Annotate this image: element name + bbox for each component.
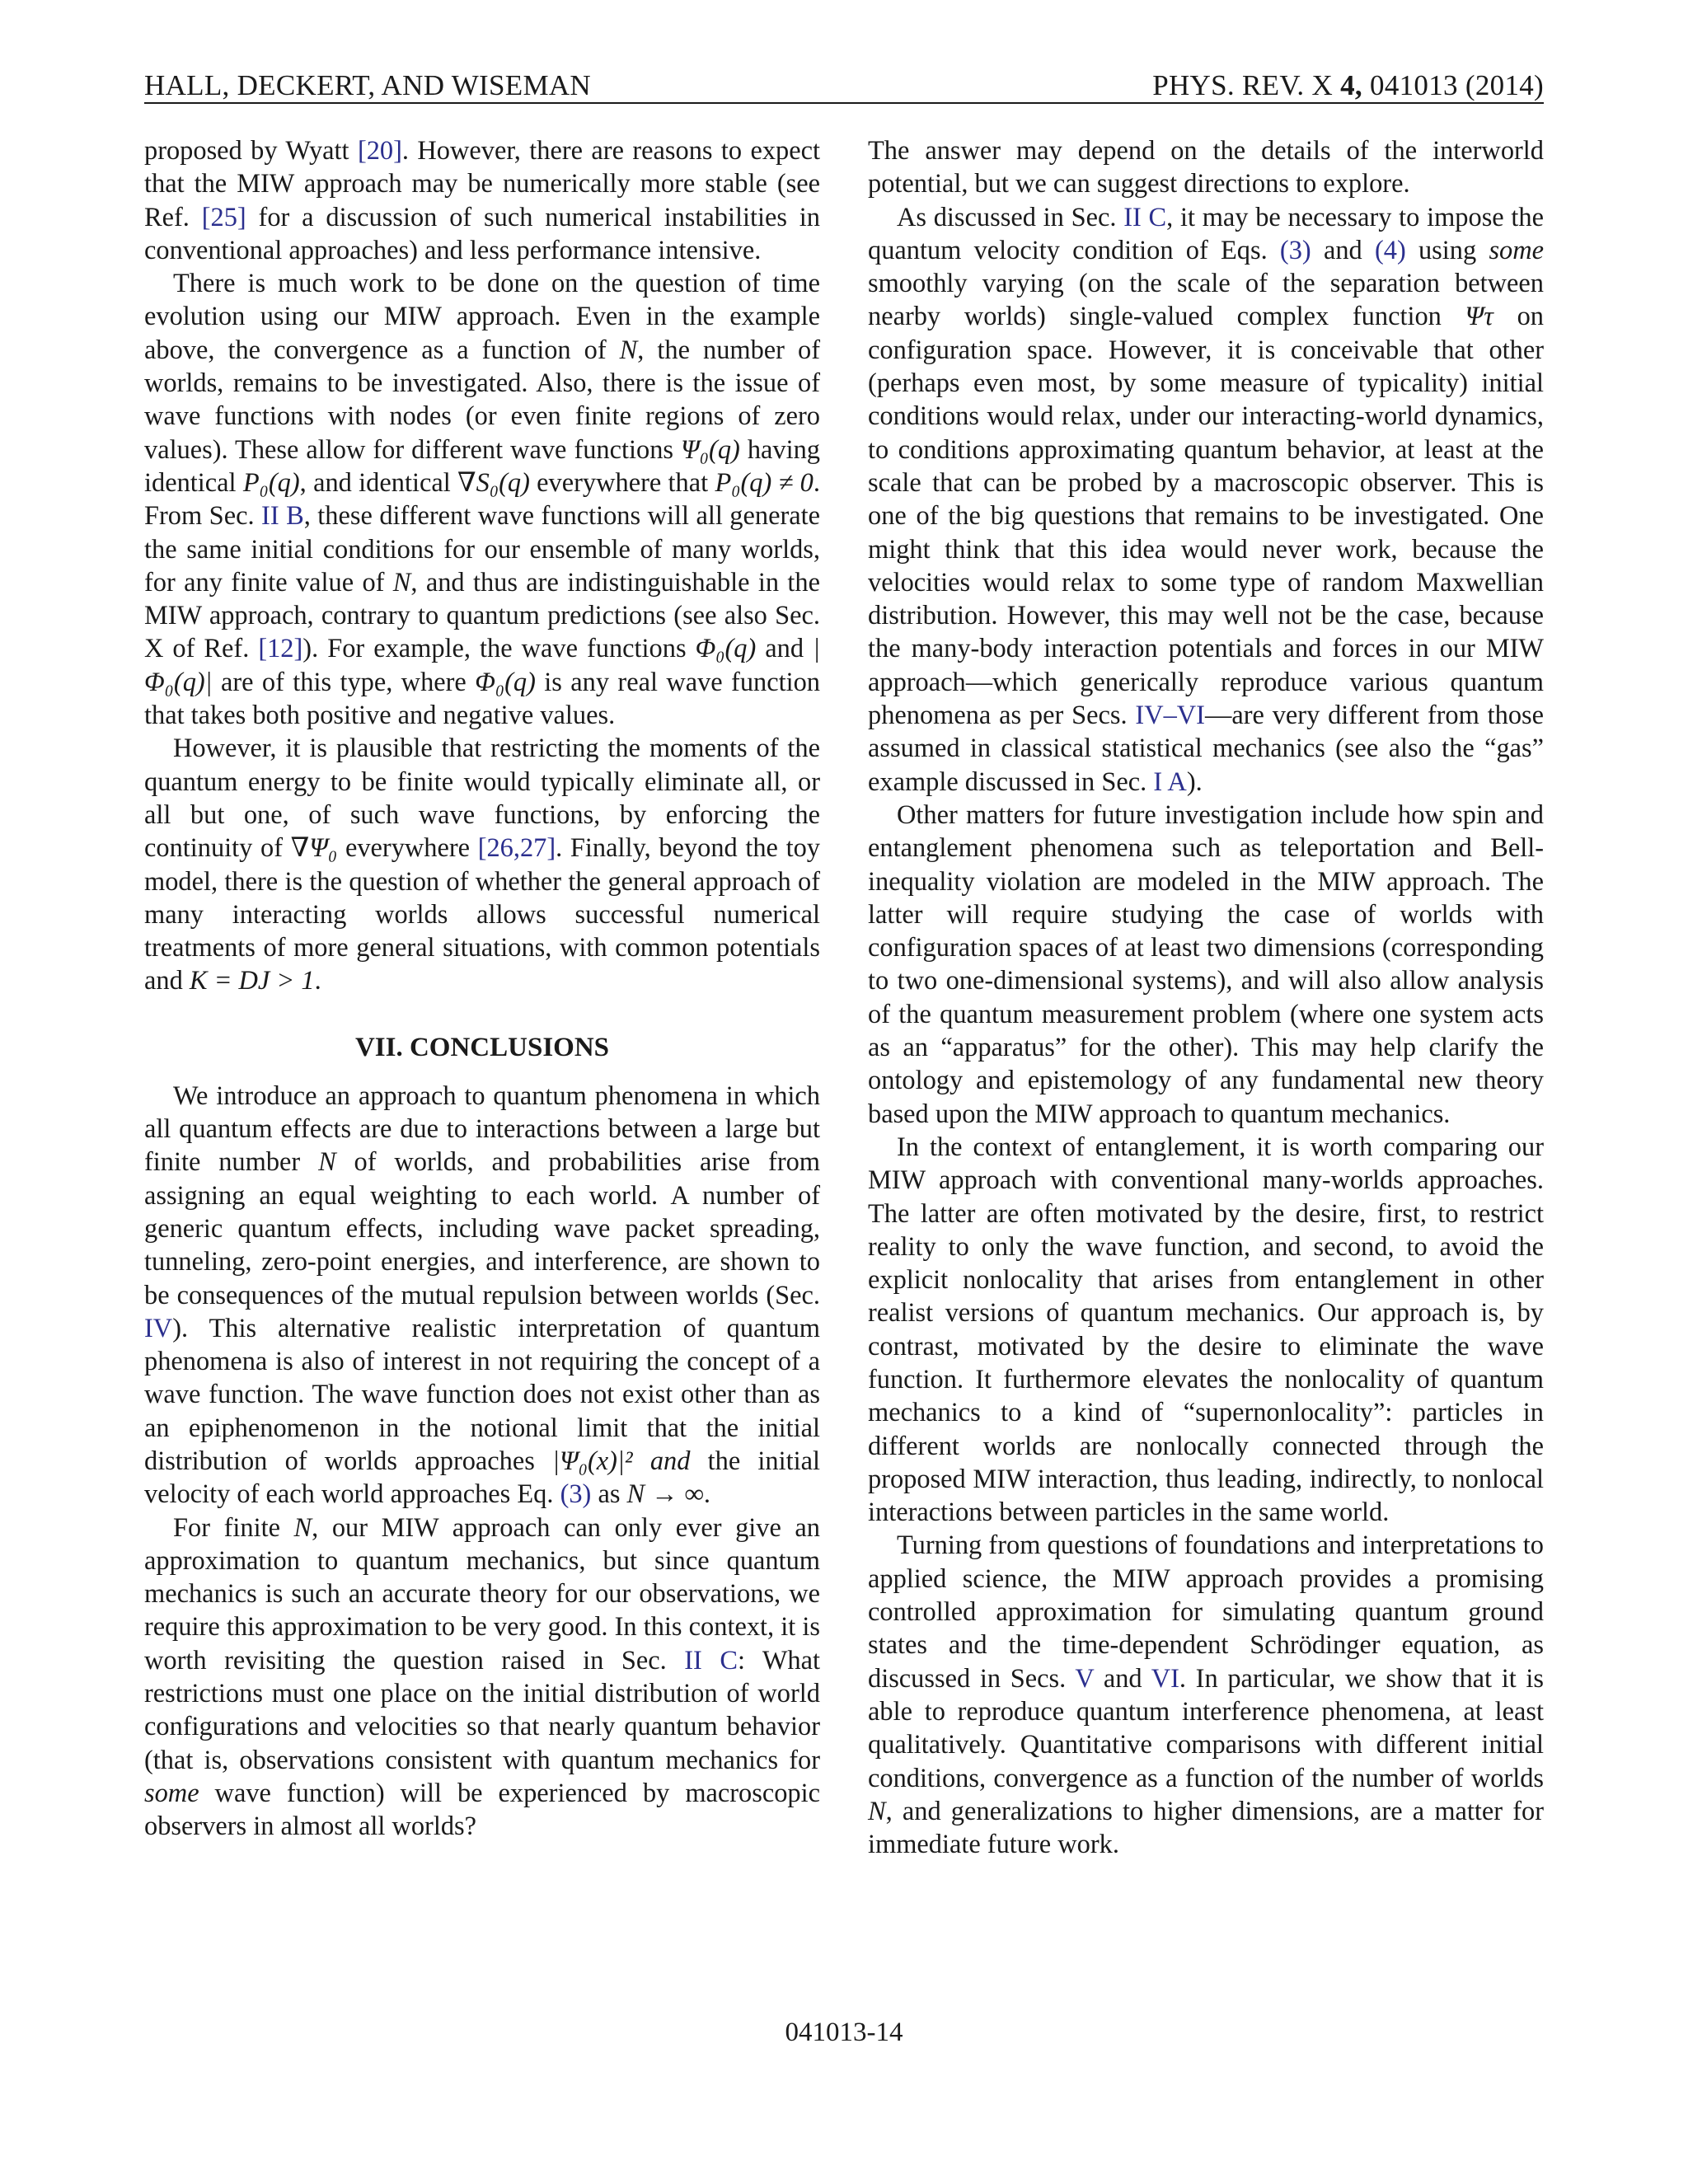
header-authors: HALL, DECKERT, AND WISEMAN <box>144 69 592 101</box>
text-run: —are very different from those assumed in classical statistical mechanics (see also the “gas” example discussed in Sec. <box>868 701 1544 797</box>
math-expression: Φ₀(q) <box>695 634 757 664</box>
header-journal-citation <box>1152 69 1544 102</box>
text-run: ). For example, the wave functions <box>302 634 696 664</box>
right-paragraphs <box>868 134 1544 1861</box>
text-run: In the context of entanglement, it is worth comparing our MIW approach with conventional many-worlds approaches. The latter are often motivated by the desire, first, to restrict reality to only the wave function, and second, to avoid the explicit nonlocality that arises from entanglement in other realist versions of quantum mechanics. Our approach is, by contrast, motivated by the desire to eliminate the wave function. It furthermore elevates the nonlocality of quantum mechanics to a kind of “supernonlocality”: particles in different worlds are nonlocally connected through the proposed MIW interaction, thus leading, indirectly, to nonlocal interactions between particles in the same world. <box>868 1132 1544 1528</box>
text-run: , it may be necessary to impose the quantum velocity condition of Eqs. <box>868 202 1544 265</box>
text-run: wave function) will be experienced by macroscopic observers in almost all worlds? <box>144 1778 820 1842</box>
paragraph <box>144 1080 820 1511</box>
text-run: ). This alternative realistic interpretation of quantum phenomena is also of interest in not requiring the concept of a wave function. The wave function does not exist other than as an epiphenomenon in the notional limit that the initial distribution of worlds approaches <box>144 1313 820 1476</box>
math-expression: ∇S₀(q) <box>457 467 530 498</box>
text-run: , the number of worlds, remains to be investigated. Also, there is the issue of wave functions with nodes (or even finite regions of zero values). These allow for different wave functions <box>144 335 820 465</box>
text-run: We introduce an approach to quantum phenomena in which all quantum effects are due to interactions between a large but finite number <box>144 1080 820 1178</box>
math-expression: P₀(q) ≠ 0 <box>715 467 814 498</box>
text-run: , and identical <box>299 467 458 498</box>
cross-reference-link[interactable]: IV–VI <box>1135 701 1205 731</box>
text-run: for a discussion of such numerical instabilities in conventional approaches) and less performance intensive. <box>144 202 820 265</box>
text-run: . <box>314 966 321 996</box>
cross-reference-link[interactable]: [26,27] <box>477 833 556 864</box>
text-run: as <box>591 1479 627 1510</box>
cross-reference-link[interactable]: IV <box>144 1313 173 1343</box>
text-run: using <box>1405 235 1489 265</box>
math-expression: Φ₀(q) <box>475 667 536 697</box>
math-expression: Ψ₀(q) <box>681 434 740 465</box>
right-column <box>868 134 1544 1861</box>
text-run: the initial velocity of each world approaches Eq. <box>144 1446 820 1510</box>
paragraph <box>144 267 820 732</box>
paragraph <box>868 799 1544 1131</box>
text-run: . From Sec. <box>144 467 820 532</box>
cross-reference-link[interactable]: II B <box>261 501 304 532</box>
text-run: There is much work to be done on the question of time evolution using our MIW approach. Even in the example above, the convergence as a function of <box>144 269 820 365</box>
italic-text: N <box>318 1147 336 1178</box>
paragraph <box>144 732 820 997</box>
text-run: As discussed in Sec. <box>897 202 1124 232</box>
cross-reference-link[interactable]: V <box>1075 1663 1095 1694</box>
cross-reference-link[interactable]: II C <box>1123 202 1167 232</box>
text-run: of worlds, and probabilities arise from assigning an equal weighting to each world. A number of generic quantum effects, including wave packet spreading, tunneling, zero-point energies, and interference, are shown to be consequences of the mutual repulsion between worlds (Sec. <box>144 1147 820 1310</box>
cross-reference-link[interactable]: (3) <box>1279 235 1311 265</box>
cross-reference-link[interactable]: I A <box>1153 766 1187 797</box>
text-run: smoothly varying (on the scale of the separation between nearby worlds) single-valued complex function <box>868 269 1544 332</box>
math-expression: |Ψ₀(x)|² <box>552 1446 633 1476</box>
text-run: are of this type, where <box>212 667 476 697</box>
text-run: everywhere <box>337 833 478 864</box>
text-run: Turning from questions of foundations and interpretations to applied science, the MIW approach provides a promising controlled approximation for simulating quantum ground states and the time-dependent Schrödinger equation, as discussed in Secs. <box>868 1530 1544 1694</box>
left-paragraphs-before-heading <box>144 134 820 998</box>
cross-reference-link[interactable]: VI <box>1151 1663 1179 1694</box>
text-run: having identical <box>144 434 820 498</box>
text-run: : What restrictions must one place on the initial distribution of world configurations and velocities so that nearly quantum behavior (that is, observations consistent with quantum mechanics for <box>144 1645 821 1775</box>
paragraph <box>868 1131 1544 1530</box>
text-run: everywhere that <box>529 467 715 498</box>
paragraph <box>868 201 1544 799</box>
text-run: Other matters for future investigation include how spin and entanglement phenomena such as teleportation and Bell-inequality violation are modeled in the MIW approach. The latter will require studying the case of worlds with configuration spaces of at least two dimensions (corresponding to two one-dimensional systems), and will also allow analysis of the quantum measurement problem (where one system acts as an “apparatus” for the other). This may help clarify the ontology and epistemology of any fundamental new theory based upon the MIW approach to quantum mechanics. <box>868 799 1544 1129</box>
section-heading-conclusions: VII. CONCLUSIONS <box>354 1032 610 1062</box>
page-number: 041013-14 <box>785 2018 903 2047</box>
math-expression: |Φ₀(q)| <box>144 634 820 697</box>
italic-text: and <box>649 1446 691 1476</box>
math-expression: P₀(q) <box>242 467 300 498</box>
paragraph <box>144 134 820 267</box>
text-run: , and thus are indistinguishable in the MIW approach, contrary to quantum predictions (see also Sec. X of Ref. <box>144 567 820 664</box>
text-run: For finite <box>173 1512 294 1543</box>
paragraph <box>868 134 1544 201</box>
text-run: ). <box>1186 766 1203 797</box>
text-run: and <box>1094 1663 1151 1694</box>
header-divider <box>144 102 1544 104</box>
header-journal: PHYS. REV. X <box>1152 69 1341 101</box>
text-run: on configuration space. However, it is conceivable that other (perhaps even most, by some measure of typicality) initial conditions would relax, under our interacting-world dynamics, to conditions approximating quantum behavior, at least at the scale that can be probed by a macroscopic observer. This is one of the big questions that remains to be investigated. One might think that this idea would never work, because the velocities would relax to some type of random Maxwellian distribution. However, this may well not be the case, because the many-body interaction potentials and forces in our MIW approach—which generically reproduce various quantum phenomena as per Secs. <box>868 302 1544 731</box>
text-run: . <box>703 1479 710 1510</box>
header-volume: 4, <box>1340 69 1362 101</box>
cross-reference-link[interactable]: (4) <box>1374 235 1406 265</box>
text-run: . Finally, beyond the toy model, there is the question of whether the general approach of many interacting worlds allows successful numerical treatments of more general situations, with common potentials and <box>144 833 820 996</box>
italic-text: N <box>392 567 411 598</box>
text-run <box>633 1446 650 1476</box>
math-expression: Ψτ <box>1465 302 1493 332</box>
running-header <box>144 61 1544 102</box>
math-expression: N → ∞ <box>626 1479 704 1510</box>
italic-text: N <box>619 335 638 365</box>
paragraph <box>868 1529 1544 1861</box>
text-run: The answer may depend on the details of the interworld potential, but we can suggest directions to explore. <box>868 136 1544 199</box>
cross-reference-link[interactable]: [25] <box>201 202 246 232</box>
text-run: and <box>756 634 814 664</box>
text-run: . In particular, we show that it is able to reproduce quantum interference phenomena, at least qualitatively. Quantitative comparisons with different initial conditions, convergence as a function of the number of worlds <box>868 1663 1544 1793</box>
italic-text: some <box>144 1778 199 1808</box>
cross-reference-link[interactable]: (3) <box>560 1479 592 1510</box>
text-run: proposed by Wyatt <box>144 136 358 166</box>
text-run: However, it is plausible that restricting the moments of the quantum energy to be finite would typically eliminate all, or all but one, of such wave functions, by enforcing the continuity of <box>144 733 820 864</box>
text-run: , these different wave functions will all generate the same initial conditions for our ensemble of many worlds, for any finite value of <box>144 501 820 598</box>
left-paragraphs-after-heading <box>144 1080 820 1844</box>
cross-reference-link[interactable]: [20] <box>357 136 402 166</box>
text-run: and <box>1311 235 1375 265</box>
math-expression: K = DJ > 1 <box>189 966 315 996</box>
text-run: , and generalizations to higher dimensions, are a matter for immediate future work. <box>868 1796 1544 1860</box>
header-citation: 041013 (2014) <box>1362 69 1544 101</box>
text-run: , our MIW approach can only ever give an approximation to quantum mechanics, but since quantum mechanics is such an accurate theory for our observations, we require this approximation to be very good. In this context, it is worth revisiting the question raised in Sec. <box>144 1512 820 1675</box>
cross-reference-link[interactable]: [12] <box>258 634 303 664</box>
left-column <box>144 134 820 1844</box>
text-run: . However, there are reasons to expect that the MIW approach may be numerically more stable (see Ref. <box>144 136 821 232</box>
text-run: is any real wave function that takes both positive and negative values. <box>144 667 820 731</box>
italic-text: N <box>868 1796 886 1826</box>
italic-text: N <box>293 1512 312 1543</box>
italic-text: some <box>1489 235 1545 265</box>
math-expression: ∇Ψ₀ <box>290 833 338 864</box>
cross-reference-link[interactable]: II C <box>684 1645 738 1675</box>
paragraph <box>144 1511 820 1844</box>
